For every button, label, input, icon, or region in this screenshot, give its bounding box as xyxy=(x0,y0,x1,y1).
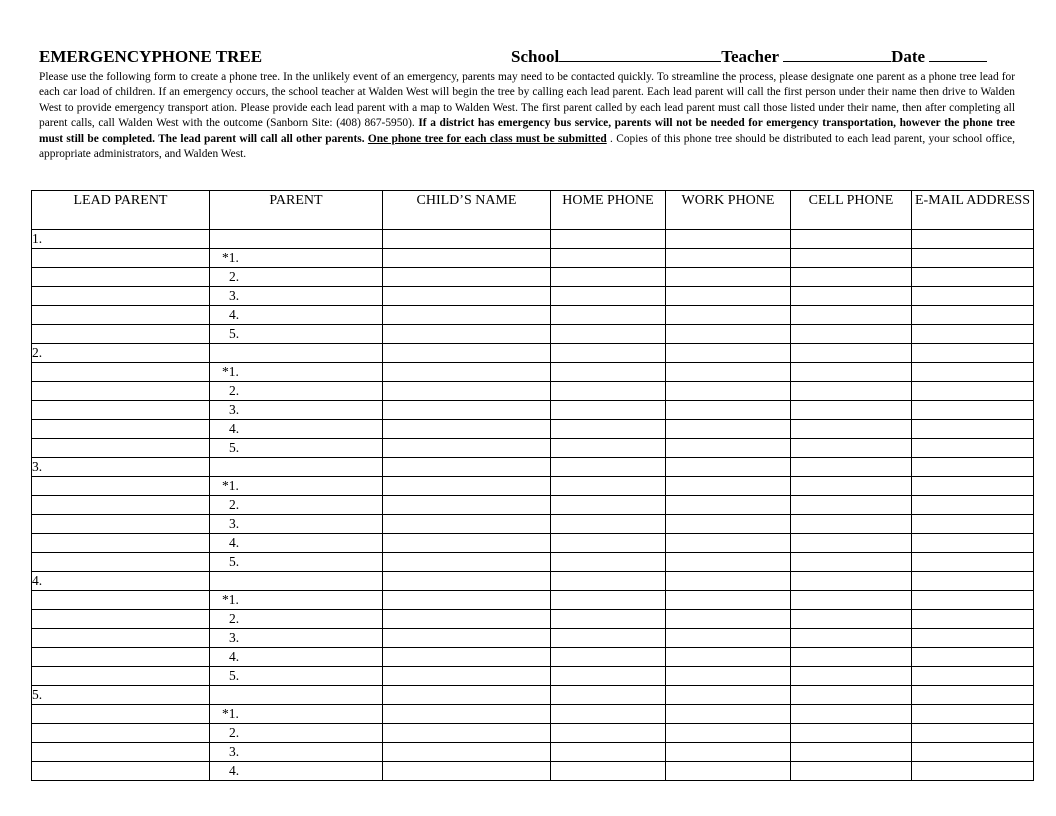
child-name-cell[interactable] xyxy=(383,496,551,515)
lead-parent-cell[interactable] xyxy=(32,420,210,439)
instructions-text: Please use the following form to create a phone tree. In the unlikely event of an emergency, parents may need to be contacted quickly. To streamline the process, please designate one parent as a phone tree lead for each car load of children. If an emergency occurs, the school teacher at Walden West will begin the tree by calling each lead parent. Each lead parent will call the first person under their name then drive to Walden West to provide emergency transport ation. Please provide each lead parent with a map to Walden West. The first parent called by each lead parent must call those listed under their name, then after completing all parent calls, call Walden West with the outcome (Sanborn Site: (408) 867-5950). xyxy=(39,71,1015,130)
cell-phone-cell[interactable] xyxy=(791,572,912,591)
child-name-cell[interactable] xyxy=(383,648,551,667)
parent-cell[interactable] xyxy=(210,572,383,591)
child-name-cell[interactable] xyxy=(383,344,551,363)
email-cell[interactable] xyxy=(912,477,1034,496)
home-phone-cell[interactable] xyxy=(551,477,666,496)
home-phone-cell[interactable] xyxy=(551,420,666,439)
cell-phone-cell[interactable] xyxy=(791,439,912,458)
lead-parent-cell[interactable]: 1. xyxy=(32,230,210,249)
home-phone-cell[interactable] xyxy=(551,667,666,686)
email-cell[interactable] xyxy=(912,363,1034,382)
cell-phone-cell[interactable] xyxy=(791,553,912,572)
work-phone-cell[interactable] xyxy=(666,724,791,743)
cell-phone-cell[interactable] xyxy=(791,705,912,724)
parent-row xyxy=(32,724,1034,743)
email-cell[interactable] xyxy=(912,591,1034,610)
lead-parent-cell[interactable] xyxy=(32,743,210,762)
work-phone-cell[interactable] xyxy=(666,363,791,382)
cell-phone-cell[interactable] xyxy=(791,724,912,743)
child-name-cell[interactable] xyxy=(383,439,551,458)
parent-row xyxy=(32,268,1034,287)
lead-parent-cell[interactable] xyxy=(32,363,210,382)
cell-phone-cell[interactable] xyxy=(791,743,912,762)
home-phone-cell[interactable] xyxy=(551,629,666,648)
cell-phone-cell[interactable] xyxy=(791,249,912,268)
home-phone-cell[interactable] xyxy=(551,648,666,667)
child-name-cell[interactable] xyxy=(383,325,551,344)
date-label: Date xyxy=(891,47,926,66)
parent-cell[interactable]: *1. xyxy=(210,591,383,610)
lead-parent-cell[interactable] xyxy=(32,648,210,667)
home-phone-cell[interactable] xyxy=(551,724,666,743)
header-cell-phone: CELL PHONE xyxy=(791,191,912,230)
email-cell[interactable] xyxy=(912,667,1034,686)
child-name-cell[interactable] xyxy=(383,287,551,306)
email-cell[interactable] xyxy=(912,496,1034,515)
work-phone-cell[interactable] xyxy=(666,344,791,363)
lead-parent-cell[interactable] xyxy=(32,515,210,534)
parent-row xyxy=(32,667,1034,686)
home-phone-cell[interactable] xyxy=(551,705,666,724)
child-name-cell[interactable] xyxy=(383,401,551,420)
lead-parent-cell[interactable] xyxy=(32,306,210,325)
table-header-row xyxy=(32,191,1034,230)
work-phone-cell[interactable] xyxy=(666,762,791,781)
parent-row xyxy=(32,477,1034,496)
lead-parent-cell[interactable] xyxy=(32,268,210,287)
cell-phone-cell[interactable] xyxy=(791,686,912,705)
lead-parent-cell[interactable] xyxy=(32,382,210,401)
parent-cell[interactable]: 5. xyxy=(210,667,383,686)
home-phone-cell[interactable] xyxy=(551,325,666,344)
parent-cell[interactable]: *1. xyxy=(210,249,383,268)
parent-cell[interactable]: 4. xyxy=(210,762,383,781)
cell-phone-cell[interactable] xyxy=(791,420,912,439)
parent-cell[interactable]: 2. xyxy=(210,268,383,287)
email-cell[interactable] xyxy=(912,287,1034,306)
work-phone-cell[interactable] xyxy=(666,382,791,401)
email-cell[interactable] xyxy=(912,724,1034,743)
home-phone-cell[interactable] xyxy=(551,572,666,591)
cell-phone-cell[interactable] xyxy=(791,496,912,515)
lead-parent-cell[interactable] xyxy=(32,553,210,572)
home-phone-cell[interactable] xyxy=(551,591,666,610)
work-phone-cell[interactable] xyxy=(666,325,791,344)
child-name-cell[interactable] xyxy=(383,249,551,268)
email-cell[interactable] xyxy=(912,230,1034,249)
teacher-field[interactable] xyxy=(783,47,891,62)
home-phone-cell[interactable] xyxy=(551,743,666,762)
child-name-cell[interactable] xyxy=(383,591,551,610)
cell-phone-cell[interactable] xyxy=(791,382,912,401)
email-cell[interactable] xyxy=(912,401,1034,420)
cell-phone-cell[interactable] xyxy=(791,534,912,553)
teacher-label: Teacher xyxy=(721,47,780,66)
child-name-cell[interactable] xyxy=(383,420,551,439)
instructions-text-end: . Copies of this phone tree should be distributed to each lead parent, your school office, appropriate administrators, and Walden West. xyxy=(39,132,1015,161)
school-field[interactable] xyxy=(559,47,721,62)
lead-parent-cell[interactable] xyxy=(32,724,210,743)
email-cell[interactable] xyxy=(912,325,1034,344)
lead-parent-cell[interactable] xyxy=(32,249,210,268)
work-phone-cell[interactable] xyxy=(666,515,791,534)
parent-cell[interactable]: 2. xyxy=(210,382,383,401)
parent-row xyxy=(32,743,1034,762)
work-phone-cell[interactable] xyxy=(666,496,791,515)
work-phone-cell[interactable] xyxy=(666,553,791,572)
email-cell[interactable] xyxy=(912,686,1034,705)
lead-parent-cell[interactable] xyxy=(32,705,210,724)
header-parent: PARENT xyxy=(210,191,383,230)
lead-parent-cell[interactable] xyxy=(32,610,210,629)
work-phone-cell[interactable] xyxy=(666,610,791,629)
lead-parent-row xyxy=(32,458,1034,477)
work-phone-cell[interactable] xyxy=(666,306,791,325)
home-phone-cell[interactable] xyxy=(551,268,666,287)
parent-cell[interactable] xyxy=(210,458,383,477)
child-name-cell[interactable] xyxy=(383,686,551,705)
parent-cell[interactable]: 4. xyxy=(210,534,383,553)
work-phone-cell[interactable] xyxy=(666,743,791,762)
lead-parent-cell[interactable]: 5. xyxy=(32,686,210,705)
header-fields xyxy=(511,47,987,67)
parent-row xyxy=(32,382,1034,401)
child-name-cell[interactable] xyxy=(383,268,551,287)
email-cell[interactable] xyxy=(912,553,1034,572)
cell-phone-cell[interactable] xyxy=(791,762,912,781)
work-phone-cell[interactable] xyxy=(666,629,791,648)
lead-parent-row xyxy=(32,686,1034,705)
parent-cell[interactable]: 3. xyxy=(210,629,383,648)
cell-phone-cell[interactable] xyxy=(791,287,912,306)
lead-parent-cell[interactable] xyxy=(32,591,210,610)
instructions-bold-text: If a district has emergency bus service, parents will not be needed for emergency transportation, however the phone tree must still be completed. The lead parent will call all other parents. xyxy=(39,117,1015,145)
home-phone-cell[interactable] xyxy=(551,249,666,268)
child-name-cell[interactable] xyxy=(383,553,551,572)
parent-cell[interactable] xyxy=(210,686,383,705)
work-phone-cell[interactable] xyxy=(666,439,791,458)
parent-cell[interactable]: 4. xyxy=(210,420,383,439)
parent-row xyxy=(32,705,1034,724)
school-label: School xyxy=(511,47,560,66)
parent-cell[interactable]: *1. xyxy=(210,705,383,724)
home-phone-cell[interactable] xyxy=(551,686,666,705)
home-phone-cell[interactable] xyxy=(551,515,666,534)
home-phone-cell[interactable] xyxy=(551,458,666,477)
parent-cell[interactable]: 5. xyxy=(210,439,383,458)
email-cell[interactable] xyxy=(912,439,1034,458)
parent-cell[interactable]: 3. xyxy=(210,401,383,420)
parent-cell[interactable]: 4. xyxy=(210,306,383,325)
work-phone-cell[interactable] xyxy=(666,458,791,477)
email-cell[interactable] xyxy=(912,572,1034,591)
phone-tree-body xyxy=(32,230,1034,781)
date-field[interactable] xyxy=(929,47,987,62)
email-cell[interactable] xyxy=(912,458,1034,477)
child-name-cell[interactable] xyxy=(383,458,551,477)
lead-parent-cell[interactable]: 3. xyxy=(32,458,210,477)
email-cell[interactable] xyxy=(912,705,1034,724)
child-name-cell[interactable] xyxy=(383,306,551,325)
parent-row xyxy=(32,534,1034,553)
lead-parent-cell[interactable]: 4. xyxy=(32,572,210,591)
lead-parent-cell[interactable] xyxy=(32,496,210,515)
work-phone-cell[interactable] xyxy=(666,420,791,439)
home-phone-cell[interactable] xyxy=(551,344,666,363)
form-header xyxy=(39,46,1029,68)
parent-cell[interactable]: *1. xyxy=(210,363,383,382)
parent-cell[interactable]: 5. xyxy=(210,325,383,344)
parent-row xyxy=(32,762,1034,781)
parent-cell[interactable]: 3. xyxy=(210,287,383,306)
lead-parent-row xyxy=(32,230,1034,249)
lead-parent-cell[interactable] xyxy=(32,667,210,686)
cell-phone-cell[interactable] xyxy=(791,344,912,363)
form-title: EMERGENCYPHONE TREE xyxy=(39,47,263,66)
parent-row xyxy=(32,610,1034,629)
lead-parent-cell[interactable] xyxy=(32,477,210,496)
lead-parent-row xyxy=(32,344,1034,363)
email-cell[interactable] xyxy=(912,610,1034,629)
lead-parent-cell[interactable] xyxy=(32,762,210,781)
child-name-cell[interactable] xyxy=(383,610,551,629)
home-phone-cell[interactable] xyxy=(551,439,666,458)
child-name-cell[interactable] xyxy=(383,534,551,553)
cell-phone-cell[interactable] xyxy=(791,515,912,534)
child-name-cell[interactable] xyxy=(383,515,551,534)
cell-phone-cell[interactable] xyxy=(791,477,912,496)
parent-row xyxy=(32,325,1034,344)
parent-cell[interactable]: 3. xyxy=(210,515,383,534)
home-phone-cell[interactable] xyxy=(551,230,666,249)
child-name-cell[interactable] xyxy=(383,762,551,781)
parent-row xyxy=(32,287,1034,306)
child-name-cell[interactable] xyxy=(383,572,551,591)
home-phone-cell[interactable] xyxy=(551,496,666,515)
child-name-cell[interactable] xyxy=(383,230,551,249)
parent-row xyxy=(32,629,1034,648)
child-name-cell[interactable] xyxy=(383,629,551,648)
email-cell[interactable] xyxy=(912,382,1034,401)
lead-parent-cell[interactable]: 2. xyxy=(32,344,210,363)
work-phone-cell[interactable] xyxy=(666,705,791,724)
email-cell[interactable] xyxy=(912,249,1034,268)
parent-row xyxy=(32,648,1034,667)
lead-parent-cell[interactable] xyxy=(32,439,210,458)
cell-phone-cell[interactable] xyxy=(791,648,912,667)
lead-parent-cell[interactable] xyxy=(32,401,210,420)
parent-row xyxy=(32,249,1034,268)
cell-phone-cell[interactable] xyxy=(791,610,912,629)
work-phone-cell[interactable] xyxy=(666,287,791,306)
parent-row xyxy=(32,363,1034,382)
work-phone-cell[interactable] xyxy=(666,249,791,268)
email-cell[interactable] xyxy=(912,648,1034,667)
parent-row xyxy=(32,591,1034,610)
cell-phone-cell[interactable] xyxy=(791,591,912,610)
lead-parent-cell[interactable] xyxy=(32,325,210,344)
work-phone-cell[interactable] xyxy=(666,401,791,420)
parent-row xyxy=(32,420,1034,439)
phone-tree-table xyxy=(31,190,1034,781)
work-phone-cell[interactable] xyxy=(666,230,791,249)
email-cell[interactable] xyxy=(912,268,1034,287)
email-cell[interactable] xyxy=(912,534,1034,553)
instructions-paragraph xyxy=(39,70,1015,162)
child-name-cell[interactable] xyxy=(383,705,551,724)
email-cell[interactable] xyxy=(912,515,1034,534)
parent-cell[interactable]: 3. xyxy=(210,743,383,762)
home-phone-cell[interactable] xyxy=(551,762,666,781)
email-cell[interactable] xyxy=(912,743,1034,762)
child-name-cell[interactable] xyxy=(383,724,551,743)
cell-phone-cell[interactable] xyxy=(791,230,912,249)
email-cell[interactable] xyxy=(912,344,1034,363)
cell-phone-cell[interactable] xyxy=(791,325,912,344)
home-phone-cell[interactable] xyxy=(551,382,666,401)
work-phone-cell[interactable] xyxy=(666,686,791,705)
child-name-cell[interactable] xyxy=(383,363,551,382)
header-email: E-MAIL ADDRESS xyxy=(912,191,1034,230)
cell-phone-cell[interactable] xyxy=(791,268,912,287)
parent-cell[interactable]: 5. xyxy=(210,553,383,572)
child-name-cell[interactable] xyxy=(383,382,551,401)
parent-row xyxy=(32,401,1034,420)
work-phone-cell[interactable] xyxy=(666,648,791,667)
email-cell[interactable] xyxy=(912,762,1034,781)
header-work-phone: WORK PHONE xyxy=(666,191,791,230)
work-phone-cell[interactable] xyxy=(666,477,791,496)
cell-phone-cell[interactable] xyxy=(791,401,912,420)
lead-parent-cell[interactable] xyxy=(32,287,210,306)
parent-cell[interactable]: 2. xyxy=(210,610,383,629)
instructions-submit-note: One phone tree for each class must be submitted xyxy=(367,132,607,145)
cell-phone-cell[interactable] xyxy=(791,629,912,648)
work-phone-cell[interactable] xyxy=(666,534,791,553)
parent-cell[interactable]: *1. xyxy=(210,477,383,496)
home-phone-cell[interactable] xyxy=(551,287,666,306)
header-child-name: CHILD’S NAME xyxy=(383,191,551,230)
child-name-cell[interactable] xyxy=(383,667,551,686)
home-phone-cell[interactable] xyxy=(551,363,666,382)
home-phone-cell[interactable] xyxy=(551,553,666,572)
parent-row xyxy=(32,496,1034,515)
home-phone-cell[interactable] xyxy=(551,306,666,325)
child-name-cell[interactable] xyxy=(383,743,551,762)
parent-cell[interactable]: 2. xyxy=(210,724,383,743)
home-phone-cell[interactable] xyxy=(551,534,666,553)
lead-parent-cell[interactable] xyxy=(32,629,210,648)
cell-phone-cell[interactable] xyxy=(791,458,912,477)
lead-parent-row xyxy=(32,572,1034,591)
parent-row xyxy=(32,553,1034,572)
email-cell[interactable] xyxy=(912,629,1034,648)
parent-cell[interactable] xyxy=(210,230,383,249)
parent-cell[interactable]: 4. xyxy=(210,648,383,667)
header-lead-parent: LEAD PARENT xyxy=(32,191,210,230)
cell-phone-cell[interactable] xyxy=(791,306,912,325)
home-phone-cell[interactable] xyxy=(551,610,666,629)
cell-phone-cell[interactable] xyxy=(791,363,912,382)
parent-row xyxy=(32,306,1034,325)
parent-row xyxy=(32,515,1034,534)
work-phone-cell[interactable] xyxy=(666,591,791,610)
lead-parent-cell[interactable] xyxy=(32,534,210,553)
work-phone-cell[interactable] xyxy=(666,268,791,287)
cell-phone-cell[interactable] xyxy=(791,667,912,686)
email-cell[interactable] xyxy=(912,420,1034,439)
parent-row xyxy=(32,439,1034,458)
home-phone-cell[interactable] xyxy=(551,401,666,420)
parent-cell[interactable]: 2. xyxy=(210,496,383,515)
parent-cell[interactable] xyxy=(210,344,383,363)
email-cell[interactable] xyxy=(912,306,1034,325)
child-name-cell[interactable] xyxy=(383,477,551,496)
header-home-phone: HOME PHONE xyxy=(551,191,666,230)
work-phone-cell[interactable] xyxy=(666,667,791,686)
work-phone-cell[interactable] xyxy=(666,572,791,591)
